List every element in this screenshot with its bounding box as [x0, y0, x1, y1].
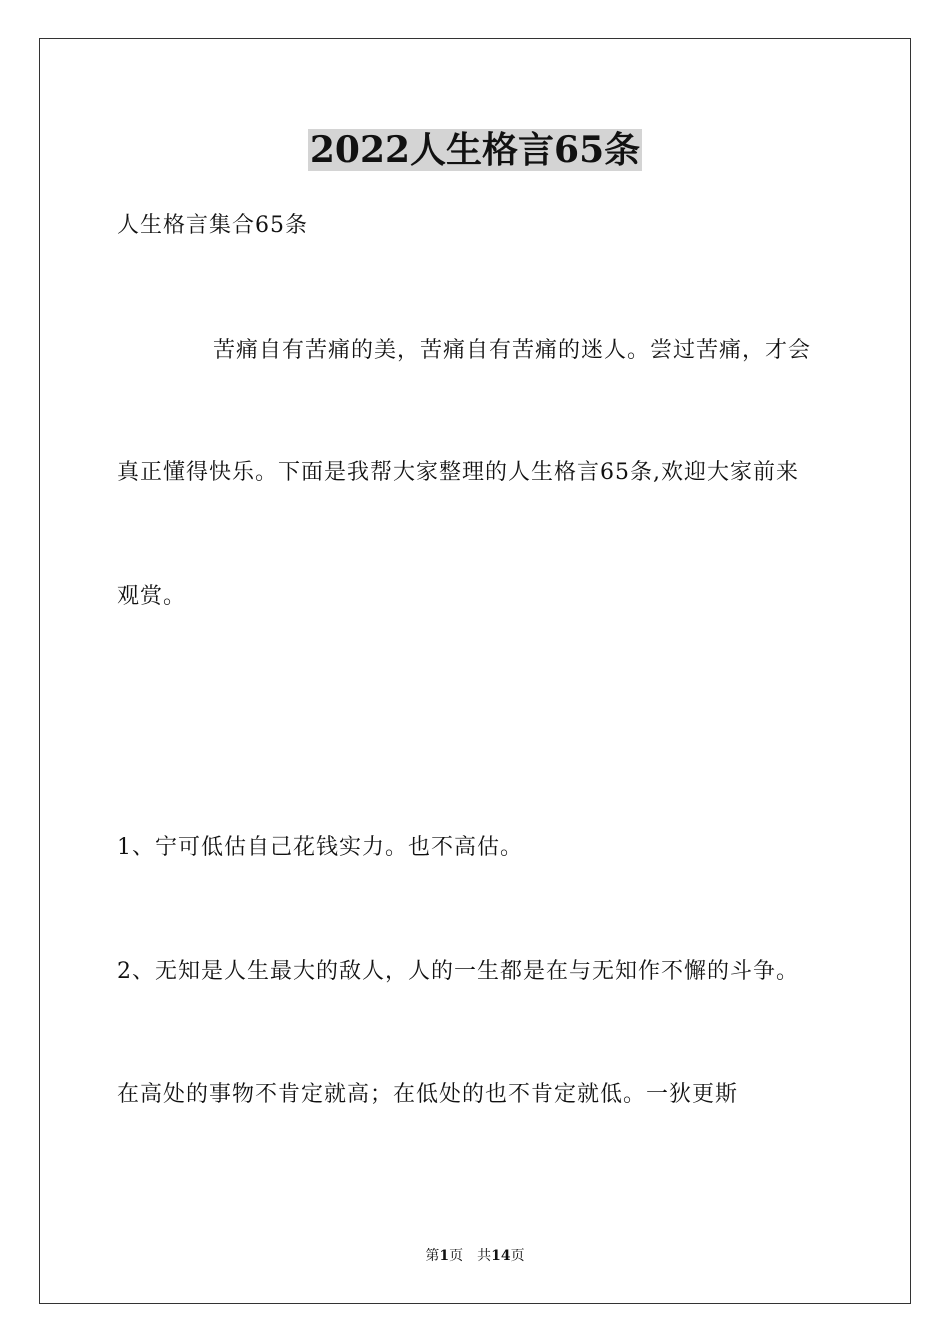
- footer-page-mid: 页 共: [449, 1248, 492, 1264]
- intro-line-3: 观赏。: [117, 584, 187, 609]
- document-subtitle: 人生格言集合65条: [117, 213, 308, 238]
- page-footer: [0, 1247, 950, 1265]
- footer-page-suffix: 页: [510, 1248, 525, 1264]
- document-title-block: [0, 128, 950, 172]
- footer-page-total: 14: [491, 1248, 511, 1264]
- footer-page-current: 1: [439, 1248, 450, 1264]
- list-item-1: 1、宁可低估自己花钱实力。也不高估。: [117, 835, 523, 860]
- intro-line-1: 苦痛自有苦痛的美，苦痛自有苦痛的迷人。尝过苦痛，才会: [213, 338, 812, 363]
- list-item-3: 在高处的事物不肯定就高；在低处的也不肯定就低。一狄更斯: [117, 1082, 739, 1107]
- document-title: 2022人生格言65条: [309, 129, 641, 171]
- footer-page-prefix: 第: [425, 1248, 440, 1264]
- list-item-2: 2、无知是人生最大的敌人，人的一生都是在与无知作不懈的斗争。: [117, 959, 799, 984]
- intro-line-2: 真正懂得快乐。下面是我帮大家整理的人生格言65条,欢迎大家前来: [117, 460, 799, 485]
